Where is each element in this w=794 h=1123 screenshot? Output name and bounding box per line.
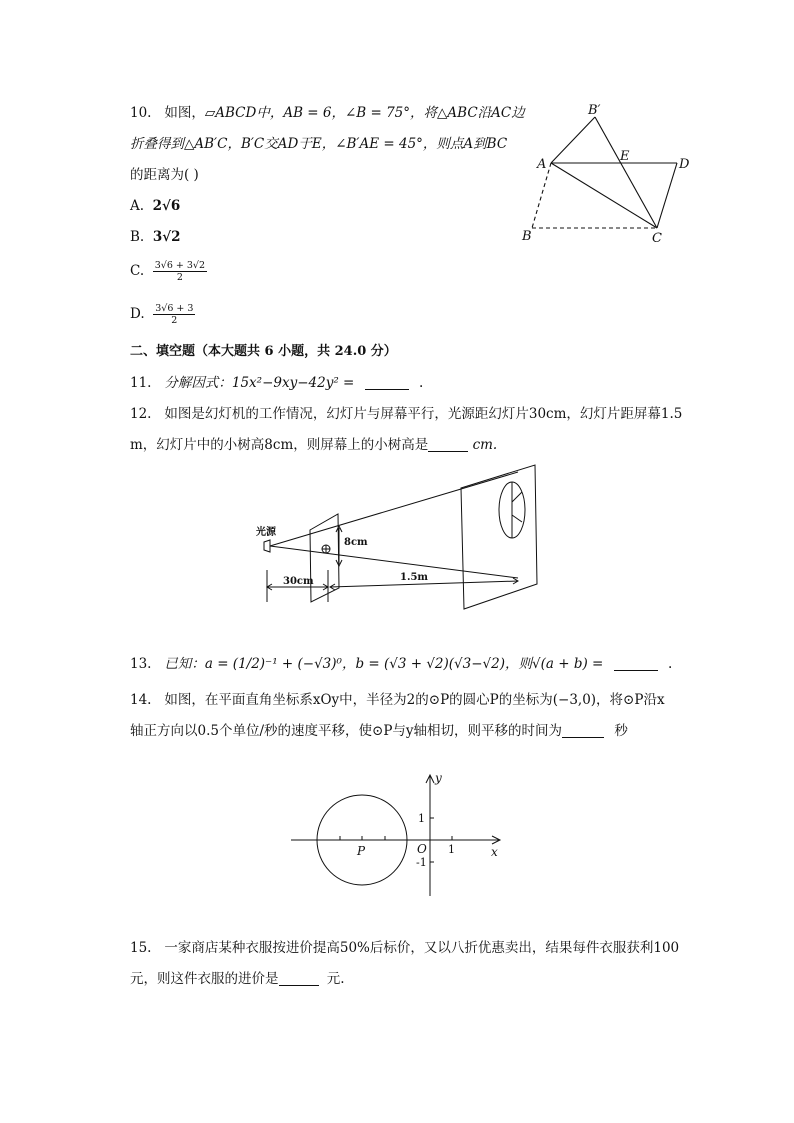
q14-line2 (130, 721, 628, 741)
segment-a-b-dashed (532, 163, 551, 228)
q15-answer-blank[interactable] (279, 971, 319, 986)
tick-y-neg1: -1 (416, 856, 427, 869)
label-light-source: 光源 (256, 527, 276, 538)
q10-option-a (130, 196, 180, 216)
q14-number: 14. (130, 692, 152, 708)
q11-text: 分解因式：15x²−9xy−42y² = (164, 375, 355, 391)
q11-tail: . (418, 375, 424, 391)
q15-line1 (130, 938, 679, 958)
q12-number: 12. (130, 406, 152, 422)
option-d-denominator: 2 (171, 315, 178, 326)
q10-number: 10. (130, 105, 152, 121)
light-source-icon (264, 540, 270, 552)
option-c-fraction (153, 260, 207, 283)
q10-text-math: ▱ABCD中，AB = 6，∠B = 75°，将△ABC沿AC边 (204, 105, 525, 121)
tick-x-1: 1 (448, 843, 455, 856)
q15-number: 15. (130, 940, 152, 956)
screen-panel (461, 465, 537, 609)
label-1-5m: 1.5m (400, 572, 428, 583)
label-x-axis: x (491, 845, 498, 859)
q14-unit: 秒 (614, 723, 628, 739)
option-b-value: 3√2 (152, 229, 181, 245)
q11-answer-blank[interactable] (365, 375, 409, 390)
option-c-label: C. (130, 263, 145, 279)
label-c: C (652, 231, 662, 246)
label-height: 8cm (344, 537, 368, 548)
q13-answer-blank[interactable] (614, 656, 658, 671)
q12-answer-blank[interactable] (428, 437, 468, 452)
label-a: A (537, 157, 547, 172)
q10-option-d (130, 303, 195, 326)
ray-top (270, 472, 518, 546)
option-d-label: D. (130, 306, 145, 322)
label-e: E (620, 149, 630, 164)
q14-line1 (130, 690, 665, 710)
section-title: 二、填空题（本大题共 6 小题，共 24.0 分） (130, 344, 397, 359)
label-b: B (522, 229, 532, 244)
q10-option-c (130, 260, 207, 283)
q14-text1: 如图，在平面直角坐标系xOy中，半径为2的⊙P的圆心P的坐标为(−3,0)，将⊙P沿x (164, 692, 665, 708)
q11-line (130, 373, 423, 393)
option-d-fraction (153, 303, 195, 326)
q12-text2: m，幻灯片中的小树高8cm，则屏幕上的小树高是 (130, 437, 429, 453)
label-b-prime: B′ (588, 103, 601, 118)
option-c-denominator: 2 (176, 272, 183, 283)
q14-coordinate-figure (285, 760, 515, 900)
segment-a-c (551, 163, 657, 228)
option-d-numerator: 3√6 + 3 (155, 303, 194, 314)
q12-text1: 如图是幻灯机的工作情况，幻灯片与屏幕平行，光源距幻灯片30cm，幻灯片距屏幕1.5 (164, 406, 683, 422)
q10-parallelogram-figure (515, 100, 705, 250)
option-a-value: 2√6 (152, 198, 181, 214)
label-origin: O (417, 842, 427, 856)
segment-bp-c (595, 117, 657, 228)
segment-d-c (657, 163, 677, 228)
q12-line2 (130, 435, 497, 455)
q13-number: 13. (130, 656, 152, 672)
label-y-axis: y (435, 771, 442, 785)
q12-line1 (130, 404, 682, 424)
label-d: D (679, 157, 690, 172)
option-b-label: B. (130, 229, 145, 245)
q11-number: 11. (130, 375, 152, 391)
q15-line2 (130, 969, 345, 989)
q14-text2: 轴正方向以0.5个单位/秒的速度平移，使⊙P与y轴相切，则平移的时间为 (130, 723, 563, 739)
option-c-numerator: 3√6 + 3√2 (154, 260, 206, 271)
q10-option-b (130, 227, 180, 247)
q15-text1: 一家商店某种衣服按进价提高50%后标价，又以八折优惠卖出，结果每件衣服获利100 (164, 940, 680, 956)
q15-unit: 元. (326, 971, 345, 987)
q10-line1 (130, 103, 525, 123)
q13-line (130, 654, 672, 674)
q14-answer-blank[interactable] (562, 723, 604, 738)
q12-unit: cm. (472, 437, 498, 453)
segment-bp-a (551, 117, 595, 163)
q13-tail: . (667, 656, 673, 672)
ray-bottom (270, 546, 518, 578)
label-p: P (357, 844, 366, 858)
q12-projector-figure (250, 460, 550, 615)
q13-text: 已知：a = (1/2)⁻¹ + (−√3)⁰，b = (√3 + √2)(√3−√2)，则√(a + b) = (164, 656, 604, 672)
q10-text-pre: 如图， (164, 105, 205, 121)
q10-line2: 折叠得到△AB′C，B′C交AD于E，∠B′AE = 45°，则点A到BC (130, 136, 508, 152)
q15-text2: 元，则这件衣服的进价是 (130, 971, 279, 987)
tick-y-1: 1 (418, 812, 425, 825)
q10-line3: 的距离为( ) (130, 167, 199, 183)
label-30cm: 30cm (283, 576, 314, 587)
option-a-label: A. (130, 198, 145, 214)
